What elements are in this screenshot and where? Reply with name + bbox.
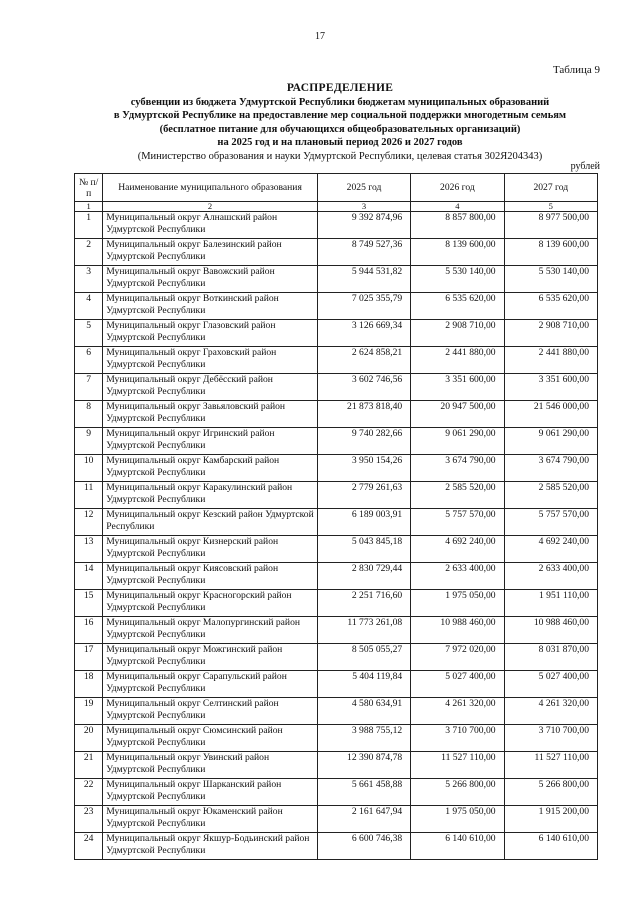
amount-2025: 2 161 647,94 <box>317 806 410 833</box>
amount-2027: 21 546 000,00 <box>504 401 597 428</box>
municipality-name: Муниципальный округ Увинский район Удмуртской Республики <box>103 752 318 779</box>
municipality-name: Муниципальный округ Селтинский район Удмуртской Республики <box>103 698 318 725</box>
amount-2025: 2 251 716,60 <box>317 590 410 617</box>
municipality-name: Муниципальный округ Шарканский район Удмуртской Республики <box>103 779 318 806</box>
amount-2026: 6 535 620,00 <box>411 293 504 320</box>
amount-2025: 5 043 845,18 <box>317 536 410 563</box>
document-title: РАСПРЕДЕЛЕНИЕ <box>286 82 394 94</box>
subtitle-line: в Удмуртской Республике на предоставление мер социальной поддержки многодетным семьям <box>113 110 567 121</box>
amount-2027: 8 977 500,00 <box>504 212 597 239</box>
row-number: 3 <box>75 266 103 293</box>
row-number: 7 <box>75 374 103 401</box>
amount-2027: 5 266 800,00 <box>504 779 597 806</box>
amount-2027: 8 139 600,00 <box>504 239 597 266</box>
amount-2027: 4 261 320,00 <box>504 698 597 725</box>
municipality-name: Муниципальный округ Завьяловский район Удмуртской Республики <box>103 401 318 428</box>
municipality-name: Муниципальный округ Якшур-Бодьинский район Удмуртской Республики <box>103 833 318 860</box>
amount-2026: 2 585 520,00 <box>411 482 504 509</box>
subtitle-line: на 2025 год и на плановый период 2026 и 2027 годов <box>217 137 463 148</box>
column-number-row <box>75 202 598 212</box>
row-number: 9 <box>75 428 103 455</box>
column-number: 5 <box>504 202 597 212</box>
row-number: 22 <box>75 779 103 806</box>
column-number: 2 <box>103 202 318 212</box>
table-row <box>75 347 598 374</box>
table-row <box>75 212 598 239</box>
amount-2025: 5 944 531,82 <box>317 266 410 293</box>
header-2026: 2026 год <box>411 174 504 202</box>
amount-2025: 6 600 746,38 <box>317 833 410 860</box>
amount-2025: 5 661 458,88 <box>317 779 410 806</box>
table-row <box>75 806 598 833</box>
amount-2025: 3 602 746,56 <box>317 374 410 401</box>
amount-2027: 2 908 710,00 <box>504 320 597 347</box>
row-number: 15 <box>75 590 103 617</box>
amount-2027: 2 585 520,00 <box>504 482 597 509</box>
amount-2025: 12 390 874,78 <box>317 752 410 779</box>
amount-2025: 2 830 729,44 <box>317 563 410 590</box>
municipality-name: Муниципальный округ Юкаменский район Удмуртской Республики <box>103 806 318 833</box>
municipality-name: Муниципальный округ Воткинский район Удмуртской Республики <box>103 293 318 320</box>
amount-2026: 4 261 320,00 <box>411 698 504 725</box>
municipality-name: Муниципальный округ Граховский район Удмуртской Республики <box>103 347 318 374</box>
table-row <box>75 536 598 563</box>
amount-2027: 11 527 110,00 <box>504 752 597 779</box>
amount-2025: 9 740 282,66 <box>317 428 410 455</box>
amount-2025: 9 392 874,96 <box>317 212 410 239</box>
table-row <box>75 374 598 401</box>
table-row <box>75 833 598 860</box>
amount-2025: 3 126 669,34 <box>317 320 410 347</box>
amount-2027: 3 710 700,00 <box>504 725 597 752</box>
row-number: 20 <box>75 725 103 752</box>
municipality-name: Муниципальный округ Сарапульский район Удмуртской Республики <box>103 671 318 698</box>
distribution-table <box>74 173 598 860</box>
page-number: 17 <box>315 31 325 42</box>
municipality-name: Муниципальный округ Балезинский район Удмуртской Республики <box>103 239 318 266</box>
table-row <box>75 509 598 536</box>
header-2027: 2027 год <box>504 174 597 202</box>
table-row <box>75 698 598 725</box>
amount-2026: 10 988 460,00 <box>411 617 504 644</box>
municipality-name: Муниципальный округ Красногорский район Удмуртской Республики <box>103 590 318 617</box>
column-number: 4 <box>411 202 504 212</box>
municipality-name: Муниципальный округ Каракулинский район Удмуртской Республики <box>103 482 318 509</box>
row-number: 10 <box>75 455 103 482</box>
table-row <box>75 455 598 482</box>
row-number: 6 <box>75 347 103 374</box>
document-heading <box>70 82 610 163</box>
amount-2027: 4 692 240,00 <box>504 536 597 563</box>
amount-2025: 11 773 261,08 <box>317 617 410 644</box>
table-label: Таблица 9 <box>552 64 600 76</box>
amount-2026: 2 908 710,00 <box>411 320 504 347</box>
amount-2026: 8 857 800,00 <box>411 212 504 239</box>
amount-2026: 6 140 610,00 <box>411 833 504 860</box>
row-number: 19 <box>75 698 103 725</box>
amount-2027: 8 031 870,00 <box>504 644 597 671</box>
municipality-name: Муниципальный округ Кезский район Удмуртской Республики <box>103 509 318 536</box>
amount-2025: 2 624 858,21 <box>317 347 410 374</box>
amount-2026: 5 757 570,00 <box>411 509 504 536</box>
column-number: 1 <box>75 202 103 212</box>
amount-2026: 5 530 140,00 <box>411 266 504 293</box>
row-number: 12 <box>75 509 103 536</box>
table-row <box>75 266 598 293</box>
amount-2027: 6 140 610,00 <box>504 833 597 860</box>
amount-2025: 8 749 527,36 <box>317 239 410 266</box>
amount-2026: 5 027 400,00 <box>411 671 504 698</box>
amount-2025: 2 779 261,63 <box>317 482 410 509</box>
municipality-name: Муниципальный округ Игринский район Удмуртской Республики <box>103 428 318 455</box>
municipality-name: Муниципальный округ Сюмсинский район Удмуртской Республики <box>103 725 318 752</box>
amount-2026: 11 527 110,00 <box>411 752 504 779</box>
amount-2026: 2 633 400,00 <box>411 563 504 590</box>
amount-2027: 3 674 790,00 <box>504 455 597 482</box>
table-row <box>75 779 598 806</box>
municipality-name: Муниципальный округ Дебёсский район Удмуртской Республики <box>103 374 318 401</box>
amount-2026: 9 061 290,00 <box>411 428 504 455</box>
header-2025: 2025 год <box>317 174 410 202</box>
table-row <box>75 239 598 266</box>
amount-2025: 6 189 003,91 <box>317 509 410 536</box>
amount-2025: 3 988 755,12 <box>317 725 410 752</box>
amount-2026: 4 692 240,00 <box>411 536 504 563</box>
amount-2025: 7 025 355,79 <box>317 293 410 320</box>
amount-2025: 3 950 154,26 <box>317 455 410 482</box>
table-body <box>75 212 598 860</box>
row-number: 24 <box>75 833 103 860</box>
table-row <box>75 752 598 779</box>
row-number: 13 <box>75 536 103 563</box>
municipality-name: Муниципальный округ Камбарский район Удмуртской Республики <box>103 455 318 482</box>
row-number: 5 <box>75 320 103 347</box>
amount-2026: 3 351 600,00 <box>411 374 504 401</box>
table-row <box>75 590 598 617</box>
table-row <box>75 617 598 644</box>
table-row <box>75 563 598 590</box>
column-number: 3 <box>317 202 410 212</box>
municipality-name: Муниципальный округ Малопургинский район Удмуртской Республики <box>103 617 318 644</box>
table-row <box>75 482 598 509</box>
amount-2026: 7 972 020,00 <box>411 644 504 671</box>
amount-2027: 5 757 570,00 <box>504 509 597 536</box>
amount-2027: 5 027 400,00 <box>504 671 597 698</box>
table-row <box>75 401 598 428</box>
amount-2026: 3 674 790,00 <box>411 455 504 482</box>
amount-2026: 8 139 600,00 <box>411 239 504 266</box>
row-number: 16 <box>75 617 103 644</box>
row-number: 14 <box>75 563 103 590</box>
table-row <box>75 725 598 752</box>
table-row <box>75 320 598 347</box>
row-number: 17 <box>75 644 103 671</box>
municipality-name: Муниципальный округ Алнашский район Удмуртской Республики <box>103 212 318 239</box>
row-number: 4 <box>75 293 103 320</box>
amount-2026: 5 266 800,00 <box>411 779 504 806</box>
header-row <box>75 174 598 202</box>
municipality-name: Муниципальный округ Киясовский район Удмуртской Республики <box>103 563 318 590</box>
header-num: № п/п <box>75 174 103 202</box>
amount-2027: 9 061 290,00 <box>504 428 597 455</box>
amount-2027: 10 988 460,00 <box>504 617 597 644</box>
amount-2027: 2 633 400,00 <box>504 563 597 590</box>
amount-2027: 5 530 140,00 <box>504 266 597 293</box>
table-row <box>75 428 598 455</box>
row-number: 11 <box>75 482 103 509</box>
amount-2025: 4 580 634,91 <box>317 698 410 725</box>
row-number: 1 <box>75 212 103 239</box>
table-row <box>75 293 598 320</box>
unit-label: рублей <box>570 161 600 172</box>
amount-2025: 21 873 818,40 <box>317 401 410 428</box>
amount-2026: 20 947 500,00 <box>411 401 504 428</box>
row-number: 8 <box>75 401 103 428</box>
amount-2027: 1 915 200,00 <box>504 806 597 833</box>
amount-2026: 3 710 700,00 <box>411 725 504 752</box>
header-name: Наименование муниципального образования <box>103 174 318 202</box>
row-number: 21 <box>75 752 103 779</box>
municipality-name: Муниципальный округ Вавожский район Удмуртской Республики <box>103 266 318 293</box>
subtitle-line: (бесплатное питание для обучающихся общеобразовательных организаций) <box>159 123 521 135</box>
municipality-name: Муниципальный округ Кизнерский район Удмуртской Республики <box>103 536 318 563</box>
table-row <box>75 644 598 671</box>
amount-2027: 3 351 600,00 <box>504 374 597 401</box>
municipality-name: Муниципальный округ Можгинский район Удмуртской Республики <box>103 644 318 671</box>
amount-2026: 1 975 050,00 <box>411 590 504 617</box>
row-number: 18 <box>75 671 103 698</box>
subtitle-line: субвенции из бюджета Удмуртской Республики бюджетам муниципальных образований <box>130 96 550 108</box>
amount-2026: 2 441 880,00 <box>411 347 504 374</box>
row-number: 23 <box>75 806 103 833</box>
amount-2027: 2 441 880,00 <box>504 347 597 374</box>
amount-2025: 5 404 119,84 <box>317 671 410 698</box>
amount-2027: 1 951 110,00 <box>504 590 597 617</box>
row-number: 2 <box>75 239 103 266</box>
municipality-name: Муниципальный округ Глазовский район Удмуртской Республики <box>103 320 318 347</box>
amount-2025: 8 505 055,27 <box>317 644 410 671</box>
amount-2026: 1 975 050,00 <box>411 806 504 833</box>
ministry-line: (Министерство образования и науки Удмуртской Республики, целевая статья 302Я204343) <box>137 150 543 162</box>
table-row <box>75 671 598 698</box>
amount-2027: 6 535 620,00 <box>504 293 597 320</box>
